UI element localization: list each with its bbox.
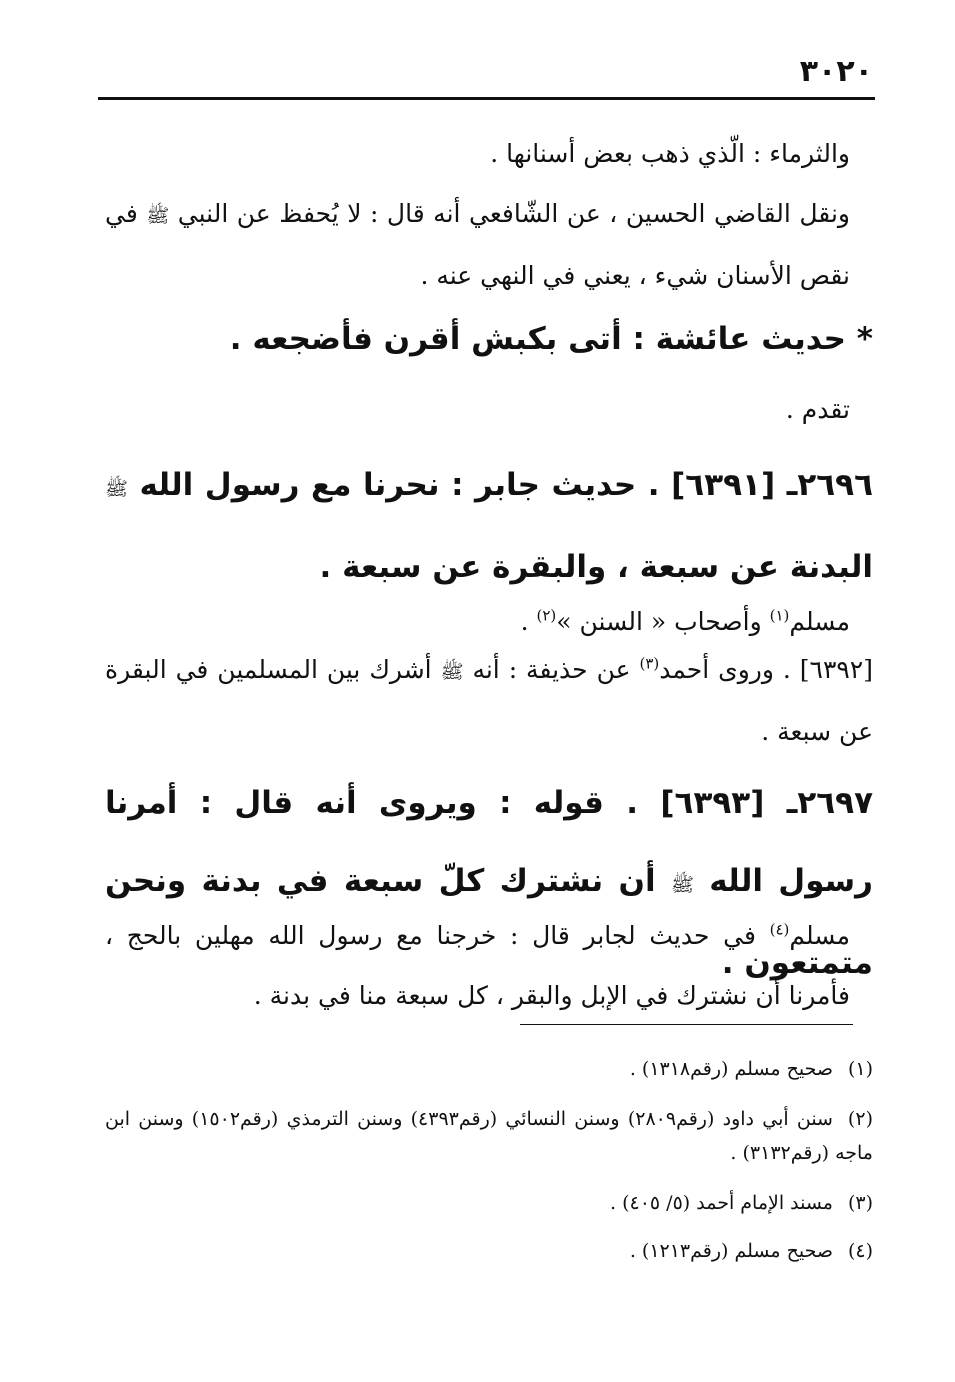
footnote-4	[105, 1234, 873, 1268]
paragraph-6392	[105, 640, 873, 762]
intro-text-b: في نقص الأسنان شيء ، يعني في النهي عنه .	[105, 199, 850, 290]
source-muslim: مسلم	[789, 607, 850, 636]
p6392-text-b: عن حذيفة : أنه	[463, 655, 640, 684]
intro-text-a: ونقل القاضي الحسين ، عن الشّافعي أنه قال : لا يُحفظ عن النبي	[169, 199, 850, 228]
heading-2696-text-b: البدنة عن سبعة ، والبقرة عن سبعة .	[319, 549, 873, 585]
footnote-1	[105, 1052, 873, 1086]
page-number: ٣٠٢٠	[799, 54, 873, 89]
footnote-number: (٣)	[847, 1192, 873, 1214]
p6392-text-a: [٦٣٩٢] . وروى أحمد	[659, 655, 873, 684]
p-jabir-text-b: في حديث لجابر قال : خرجنا مع رسول الله مهلين بالحج ، فأمرنا أن نشترك في الإبل والبقر ، كل سبعة منا في بدنة .	[105, 921, 850, 1010]
heading-2696-text-a: ٢٦٩٦ـ [٦٣٩١] . حديث جابر : نحرنا مع رسول الله	[127, 467, 873, 503]
footnote-number: (٢)	[847, 1108, 873, 1130]
footnote-number: (٤)	[847, 1240, 873, 1262]
footnote-3	[105, 1186, 873, 1220]
footnote-text: صحيح مسلم (رقم١٢١٣) .	[629, 1240, 833, 1262]
p6392-text-c: أشرك بين المسلمين في البقرة عن سبعة .	[105, 655, 873, 746]
footnote-separator	[520, 1024, 853, 1025]
salawat-glyph: ﷺ	[146, 205, 170, 227]
salawat-glyph: ﷺ	[105, 478, 128, 500]
salawat-glyph: ﷺ	[670, 874, 694, 896]
intro-line-1: والثرماء : الّذي ذهب بعض أسنانها .	[490, 139, 850, 168]
paragraph-muslim-jabir	[105, 906, 850, 1026]
heading-2697-text-b: أن نشترك كلّ سبعة في بدنة ونحن متمتعون .	[105, 863, 873, 981]
footnote-2	[105, 1102, 873, 1170]
footnote-text: مسند الإمام أحمد (٥/ ٤٠٥) .	[610, 1192, 833, 1214]
footnote-text: سنن أبي داود (رقم٢٨٠٩) وسنن النسائي (رقم٤٣٩٣) وسنن الترمذي (رقم١٥٠٢) وسنن ابن ماجه (رقم٣١٣٢) .	[105, 1108, 873, 1164]
intro-paragraph-2	[105, 184, 850, 306]
footnote-text: صحيح مسلم (رقم١٣١٨) .	[629, 1058, 833, 1080]
footnote-ref-4: (٤)	[769, 920, 790, 939]
p-jabir-text-a: مسلم	[789, 921, 850, 950]
heading-aisha-hadith: * حديث عائشة : أتى بكبش أقرن فأضجعه .	[229, 321, 873, 357]
footnote-ref-1: (١)	[769, 606, 790, 625]
note-previously-mentioned: تقدم .	[785, 395, 850, 424]
footnote-number: (١)	[847, 1058, 873, 1080]
salawat-glyph: ﷺ	[440, 661, 464, 683]
heading-2697-text-a: ٢٦٩٧ـ [٦٣٩٣] . قوله : ويروى أنه قال : أمرنا رسول الله	[105, 785, 873, 899]
heading-hadith-2696	[105, 446, 873, 606]
footnote-ref-3: (٣)	[639, 654, 660, 673]
source-ashab-sunan: وأصحاب « السنن »	[556, 607, 770, 636]
header-rule	[98, 97, 875, 100]
footnote-ref-2: (٢)	[536, 606, 557, 625]
source-end: .	[520, 607, 537, 636]
